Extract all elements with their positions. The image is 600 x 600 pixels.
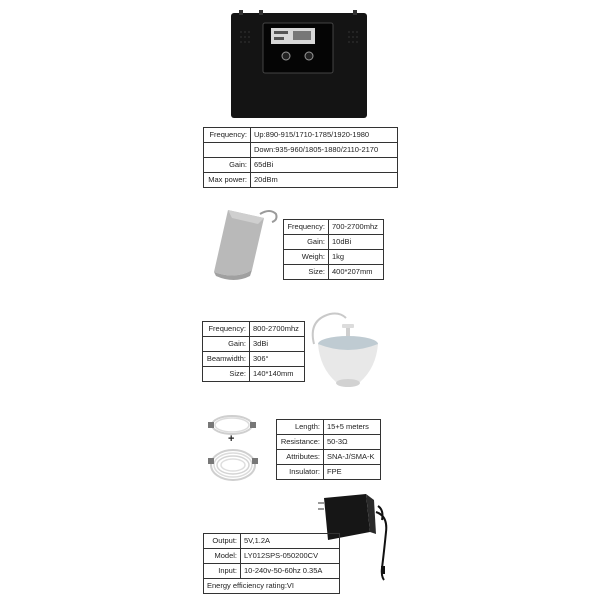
- spec-value: 306°: [250, 352, 305, 367]
- spec-key: Model:: [204, 549, 241, 564]
- spec-key: Max power:: [204, 173, 251, 188]
- spec-value: 400*207mm: [329, 265, 384, 280]
- table-row: [203, 337, 305, 352]
- spec-key: Weigh:: [284, 250, 329, 265]
- spec-key: Size:: [284, 265, 329, 280]
- spec-value: 800-2700mhz: [250, 322, 305, 337]
- table-row: [284, 220, 384, 235]
- spec-value: 5V,1.2A: [241, 534, 340, 549]
- adapter-spec-table: [203, 533, 340, 594]
- spec-key: Gain:: [203, 337, 250, 352]
- spec-value: 50-3Ω: [324, 435, 381, 450]
- cable-spec-table: [276, 419, 381, 480]
- signal-booster-image: [231, 10, 367, 118]
- spec-key: Resistance:: [277, 435, 324, 450]
- spec-key: Input:: [204, 564, 241, 579]
- booster-spec-table: [203, 127, 398, 188]
- spec-value: 20dBm: [251, 173, 398, 188]
- spec-key: [204, 143, 251, 158]
- plus-sign: +: [228, 433, 235, 445]
- table-row: [284, 250, 384, 265]
- spec-value: 140*140mm: [250, 367, 305, 382]
- spec-value: 10dBi: [329, 235, 384, 250]
- spec-value: SNA-J/SMA-K: [324, 450, 381, 465]
- table-row: [203, 322, 305, 337]
- table-row: [277, 435, 381, 450]
- table-row: [204, 128, 398, 143]
- spec-key: Attributes:: [277, 450, 324, 465]
- spec-key: Frequency:: [284, 220, 329, 235]
- spec-key: Gain:: [204, 158, 251, 173]
- spec-value: 1kg: [329, 250, 384, 265]
- table-row: [204, 158, 398, 173]
- spec-value: 10-240v-50-60hz 0.35A: [241, 564, 340, 579]
- table-row: [284, 235, 384, 250]
- spec-value: 15+5 meters: [324, 420, 381, 435]
- spec-value: Up:890-915/1710-1785/1920-1980: [251, 128, 398, 143]
- table-row: [204, 549, 340, 564]
- spec-value: FPE: [324, 465, 381, 480]
- table-row: [204, 173, 398, 188]
- spec-key: Length:: [277, 420, 324, 435]
- table-row: [203, 352, 305, 367]
- cable-coil-image: [206, 446, 260, 484]
- outdoor-antenna-image: [208, 206, 282, 282]
- outdoor-antenna-spec-table: [283, 219, 384, 280]
- table-row: [204, 579, 340, 594]
- table-row: [204, 143, 398, 158]
- table-row: [204, 564, 340, 579]
- table-row: [203, 367, 305, 382]
- spec-key: Output:: [204, 534, 241, 549]
- spec-key: Size:: [203, 367, 250, 382]
- indoor-antenna-spec-table: [202, 321, 305, 382]
- spec-key: Frequency:: [203, 322, 250, 337]
- spec-key: Gain:: [284, 235, 329, 250]
- table-row: [204, 534, 340, 549]
- indoor-antenna-image: [306, 310, 390, 390]
- spec-key: Beamwidth:: [203, 352, 250, 367]
- table-row: [277, 465, 381, 480]
- spec-value: LY012SPS-050200CV: [241, 549, 340, 564]
- table-row: [277, 450, 381, 465]
- spec-value: 700-2700mhz: [329, 220, 384, 235]
- spec-value: 3dBi: [250, 337, 305, 352]
- spec-value: Down:935-960/1805-1880/2110-2170: [251, 143, 398, 158]
- spec-key: Insulator:: [277, 465, 324, 480]
- spec-value: 65dBi: [251, 158, 398, 173]
- spec-key: Frequency:: [204, 128, 251, 143]
- table-row: [284, 265, 384, 280]
- table-row: [277, 420, 381, 435]
- energy-efficiency-rating: Energy efficiency rating:VI: [204, 579, 340, 594]
